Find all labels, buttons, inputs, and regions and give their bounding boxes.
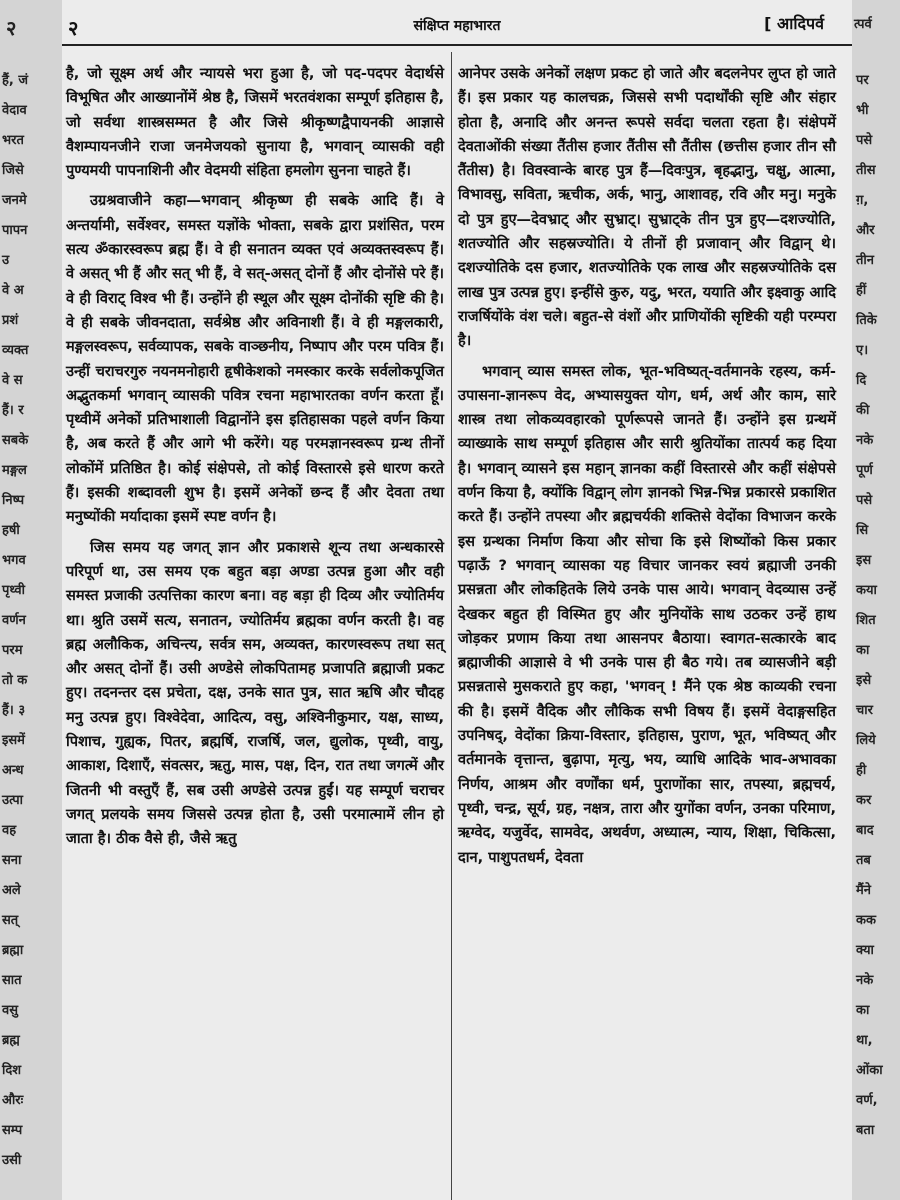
margin-fragment: चार: [856, 703, 873, 718]
margin-fragment: वह: [2, 823, 17, 838]
margin-fragment: का: [856, 1003, 870, 1018]
margin-fragment: ब्रह्म: [2, 1033, 20, 1048]
margin-fragment: दि: [856, 373, 867, 388]
margin-fragment: तीस: [856, 163, 876, 178]
margin-fragment: जनमे: [2, 193, 27, 208]
margin-fragment: बाद: [856, 823, 874, 838]
margin-fragment: सात: [2, 973, 22, 988]
paragraph: आनेपर उसके अनेकों लक्षण प्रकट हो जाते और बदलनेपर लुप्त हो जाते हैं। इस प्रकार यह कालचक्र, जिससे सभी पदार्थोंकी सृष्टि और संहार होता है, अनादि और अनन्त रूपसे सर्वदा चलता रहता है। संक्षेपमें देवताओंकी संख्या तैंतीस हजार तैंतीस सौ तैंतीस (छत्तीस हजार तीन सौ तैंतीस) है। विवस्वान्के बारह पुत्र हैं—दिवःपुत्र, बृहद्भानु, चक्षु, आत्मा, विभावसु, सविता, ऋचीक, अर्क, भानु, आशावह, रवि और मनु। मनुके दो पुत्र हुए—देवभ्राट् और सुभ्राट्। सुभ्राट्के तीन पुत्र हुए—दशज्योति, शतज्योति और सहस्रज्योति। ये तीनों ही प्रजावान् और विद्वान् थे। दशज्योतिके दस हजार, शतज्योतिके एक लाख और सहस्रज्योतिके दस लाख पुत्र उत्पन्न हुए। इन्हींसे कुरु, यदु, भरत, ययाति और इक्ष्वाकु आदि राजर्षियोंके वंश चले। बहुत-से वंशों और प्राणियोंकी सृष्टिकी यही परम्परा है।: [458, 65, 836, 350]
margin-fragment: उ: [2, 253, 10, 268]
margin-fragment: पसे: [856, 133, 873, 148]
margin-fragment: हीं: [856, 283, 867, 298]
paragraph: जिस समय यह जगत् ज्ञान और प्रकाशसे शून्य तथा अन्धकारसे परिपूर्ण था, उस समय एक बहुत बड़ा अण्डा उत्पन्न हुआ और वही समस्त प्रजाकी उत्पत्तिका कारण बना। वह बड़ा ही दिव्य और ज्योतिर्मय था। श्रुति उसमें सत्य, सनातन, ज्योतिर्मय ब्रह्मका वर्णन करती है। वह ब्रह्म अलौकिक, अचिन्त्य, सर्वत्र सम, अव्यक्त, कारणस्वरूप तथा सत् और असत् दोनों हैं। उसी अण्डेसे लोकपितामह प्रजापति ब्रह्माजी प्रकट हुए। तदनन्तर दस प्रचेता, दक्ष, उनके सात पुत्र, सात ऋषि और चौदह मनु उत्पन्न हुए। विश्वेदेवा, आदित्य, वसु, अश्विनीकुमार, यक्ष, साध्य, पिशाच, गुह्यक, पितर, ब्रह्मर्षि, राजर्षि, जल, द्युलोक, पृथ्वी, वायु, आकाश, दिशाएँ, संवत्सर, ऋतु, मास, पक्ष, दिन, रात तथा जगत्में और जितनी भी वस्तुएँ हैं, सब उसी अण्डेसे उत्पन्न हुईं। यह सम्पूर्ण चराचर जगत् प्रलयके समय जिससे उत्पन्न होता है, उसी परमात्मामें लीन हो जाता है। ठीक वैसे ही, जैसे ऋतु: [66, 538, 444, 848]
book-page: [62, 0, 852, 1200]
margin-fragment: सत्: [2, 913, 19, 928]
header-rule: [62, 44, 852, 46]
margin-fragment: प्रशं: [2, 313, 19, 328]
margin-fragment: लिये: [856, 733, 876, 748]
margin-fragment: वसु: [2, 1003, 19, 1018]
margin-fragment: हषी: [2, 523, 20, 538]
margin-fragment: सम्प: [2, 1123, 23, 1138]
margin-fragment: और: [856, 223, 875, 238]
paragraph: है, जो सूक्ष्म अर्थ और न्यायसे भरा हुआ है, जो पद-पदपर वेदार्थसे विभूषित और आख्यानोंमें श्रेष्ठ है, जिसमें भरतवंशका सम्पूर्ण इतिहास है, जो सर्वथा शास्त्रसम्मत है और जिसे श्रीकृष्णद्वैपायनकी आज्ञासे वैशम्पायनजीने राजा जनमेजयको सुनाया है, भगवान् व्यासकी वही पुण्यमयी पापनाशिनी और वेदमयी संहिता हमलोग सुनना चाहते हैं।: [66, 65, 444, 180]
margin-fragment: सबके: [2, 433, 29, 448]
margin-fragment: शित: [856, 613, 876, 628]
margin-fragment: उसी: [2, 1153, 22, 1168]
margin-fragment: वे स: [2, 373, 23, 388]
margin-fragment: ग़,: [856, 193, 869, 208]
margin-fragment: हैं। ३: [2, 703, 26, 718]
margin-fragment: मङ्गल: [2, 463, 27, 478]
margin-fragment: पसे: [856, 493, 873, 508]
page-title: संक्षिप्त महाभारत: [413, 18, 501, 34]
margin-fragment: भी: [856, 103, 869, 118]
margin-fragment: पूर्ण: [856, 463, 873, 478]
margin-fragment: वर्ण,: [856, 1093, 878, 1108]
right-page-bleed: [852, 0, 900, 1200]
margin-fragment: इसे: [856, 673, 872, 688]
margin-fragment: निष्प: [2, 493, 25, 508]
margin-fragment: ही: [856, 763, 867, 778]
margin-fragment: अले: [2, 883, 21, 898]
margin-fragment: मैंने: [856, 883, 871, 898]
margin-fragment: का: [856, 643, 870, 658]
margin-fragment: वर्णन: [2, 613, 26, 628]
margin-fragment: तब: [856, 853, 871, 868]
margin-fragment: नके: [856, 433, 874, 448]
margin-fragment: व्यक्त: [2, 343, 29, 358]
right-header-fragment: त्पर्व: [854, 17, 872, 32]
left-page-number: २: [6, 16, 17, 40]
margin-fragment: वेदाव: [2, 103, 27, 118]
paragraph: उग्रश्रवाजीने कहा—भगवान् श्रीकृष्ण ही सबके आदि हैं। वे अन्तर्यामी, सर्वेश्वर, समस्त यज्ञोंके भोक्ता, सबके द्वारा प्रशंसित, परम सत्य ॐकारस्वरूप ब्रह्म हैं। वे ही सनातन व्यक्त एवं अव्यक्तस्वरूप हैं। वे असत् भी हैं और सत् भी हैं, वे सत्-असत् दोनों हैं और दोनोंसे परे हैं। वे ही विराट् विश्व भी हैं। उन्होंने ही स्थूल और सूक्ष्म दोनोंकी सृष्टि की है। वे ही सबके जीवनदाता, सर्वश्रेष्ठ और अविनाशी हैं। वे ही मङ्गलकारी, मङ्गलस्वरूप, सर्वव्यापक, सबके वाञ्छनीय, निष्पाप और परम पवित्र हैं। उन्हीं चराचरगुरु नयनमनोहारी हृषीकेशको नमस्कार करके सर्वलोकपूजित अद्भुतकर्मा भगवान् व्यासकी पवित्र रचना महाभारतका वर्णन करता हूँ। पृथ्वीमें अनेकों प्रतिभाशाली विद्वानोंने इस इतिहासका पहले वर्णन किया है, अब करते हैं और आगे भी करेंगे। यह परमज्ञानस्वरूप ग्रन्थ तीनों लोकोंमें प्रतिष्ठित है। कोई संक्षेपसे, तो कोई विस्तारसे इसे धारण करते हैं। इसकी शब्दावली शुभ है। इसमें अनेकों छन्द हैं और देवता तथा मनुष्योंकी मर्यादाका इसमें स्पष्ट वर्णन है।: [66, 192, 444, 526]
margin-fragment: जिसे: [2, 163, 24, 178]
margin-fragment: ए।: [856, 343, 869, 358]
margin-fragment: भरत: [2, 133, 24, 148]
margin-fragment: ब्रह्मा: [2, 943, 24, 958]
margin-fragment: परम: [2, 643, 23, 658]
margin-fragment: इसमें: [2, 733, 25, 748]
right-column: [458, 62, 836, 1200]
margin-fragment: बता: [856, 1123, 875, 1138]
left-column: [66, 62, 444, 1200]
margin-fragment: वे अ: [2, 283, 24, 298]
margin-fragment: पृथ्वी: [2, 583, 25, 598]
margin-fragment: कक: [856, 913, 876, 928]
margin-fragment: हैं, जं: [2, 73, 29, 88]
page-number: २: [68, 16, 79, 40]
margin-fragment: अन्ध: [2, 763, 24, 778]
left-page-bleed: [0, 0, 62, 1200]
margin-fragment: पापन: [2, 223, 28, 238]
paragraph: भगवान् व्यास समस्त लोक, भूत-भविष्यत्-वर्तमानके रहस्य, कर्म-उपासना-ज्ञानरूप वेद, अभ्यासयुक्त योग, धर्म, अर्थ और काम, सारे शास्त्र तथा लोकव्यवहारको पूर्णरूपसे जानते हैं। उन्होंने इस ग्रन्थमें व्याख्याके साथ सम्पूर्ण इतिहास और सारी श्रुतियोंका तात्पर्य कह दिया है। भगवान् व्यासने इस महान् ज्ञानका कहीं विस्तारसे और कहीं संक्षेपसे वर्णन किया है, क्योंकि विद्वान् लोग ज्ञानको भिन्न-भिन्न प्रकारसे प्रकाशित करते हैं। उन्होंने तपस्या और ब्रह्मचर्यकी शक्तिसे वेदोंका विभाजन करके इस ग्रन्थका निर्माण किया और सोचा कि इसे शिष्योंको किस प्रकार पढ़ाऊँ ? भगवान् व्यासका यह विचार जानकर स्वयं ब्रह्माजी उनकी प्रसन्नता और लोकहितके लिये उनके पास आये। भगवान् वेदव्यास उन्हें देखकर बहुत ही विस्मित हुए और मुनियोंके साथ उठकर उन्हें हाथ जोड़कर प्रणाम किया तथा आसनपर बैठाया। स्वागत-सत्कारके बाद ब्रह्माजीकी आज्ञासे वे भी उनके पास ही बैठ गये। तब व्यासजीने बड़ी प्रसन्नतासे मुसकराते हुए कहा, 'भगवन् ! मैंने एक श्रेष्ठ काव्यकी रचना की है। इसमें वैदिक और लौकिक सभी विषय हैं। इसमें वेदाङ्गसहित उपनिषद्, वेदोंका क्रिया-विस्तार, इतिहास, पुराण, भूत, भविष्यत् और वर्तमानके वृत्तान्त, बुढ़ापा, मृत्यु, भय, व्याधि आदिके भाव-अभावका निर्णय, आश्रम और वर्णोंका धर्म, पुराणोंका सार, तपस्या, ब्रह्मचर्य, पृथ्वी, चन्द्र, सूर्य, ग्रह, नक्षत्र, तारा और युगोंका वर्णन, उनका परिमाण, ऋग्वेद, यजुर्वेद, सामवेद, अथर्वण, अध्यात्म, न्याय, शिक्षा, चिकित्सा, दान, पाशुपतधर्म, देवता: [458, 362, 836, 866]
margin-fragment: कया: [856, 583, 877, 598]
margin-fragment: तो क: [2, 673, 28, 688]
margin-fragment: औरः: [2, 1093, 24, 1108]
margin-fragment: पर: [856, 73, 869, 88]
margin-fragment: इस: [856, 553, 872, 568]
margin-fragment: कर: [856, 793, 872, 808]
margin-fragment: सना: [2, 853, 22, 868]
margin-fragment: सि: [856, 523, 869, 538]
margin-fragment: हैं। र: [2, 403, 24, 418]
margin-fragment: भगव: [2, 553, 26, 568]
margin-fragment: क्या: [856, 943, 874, 958]
margin-fragment: तिके: [856, 313, 877, 328]
margin-fragment: ओंका: [856, 1063, 883, 1078]
margin-fragment: तीन: [856, 253, 874, 268]
margin-fragment: नके: [856, 973, 874, 988]
section-name: [ आदिपर्व: [764, 14, 824, 33]
page-header: [62, 0, 852, 48]
margin-fragment: था,: [856, 1033, 873, 1048]
margin-fragment: उत्पा: [2, 793, 23, 808]
column-divider: [451, 52, 452, 1200]
margin-fragment: दिश: [2, 1063, 22, 1078]
margin-fragment: की: [856, 403, 870, 418]
